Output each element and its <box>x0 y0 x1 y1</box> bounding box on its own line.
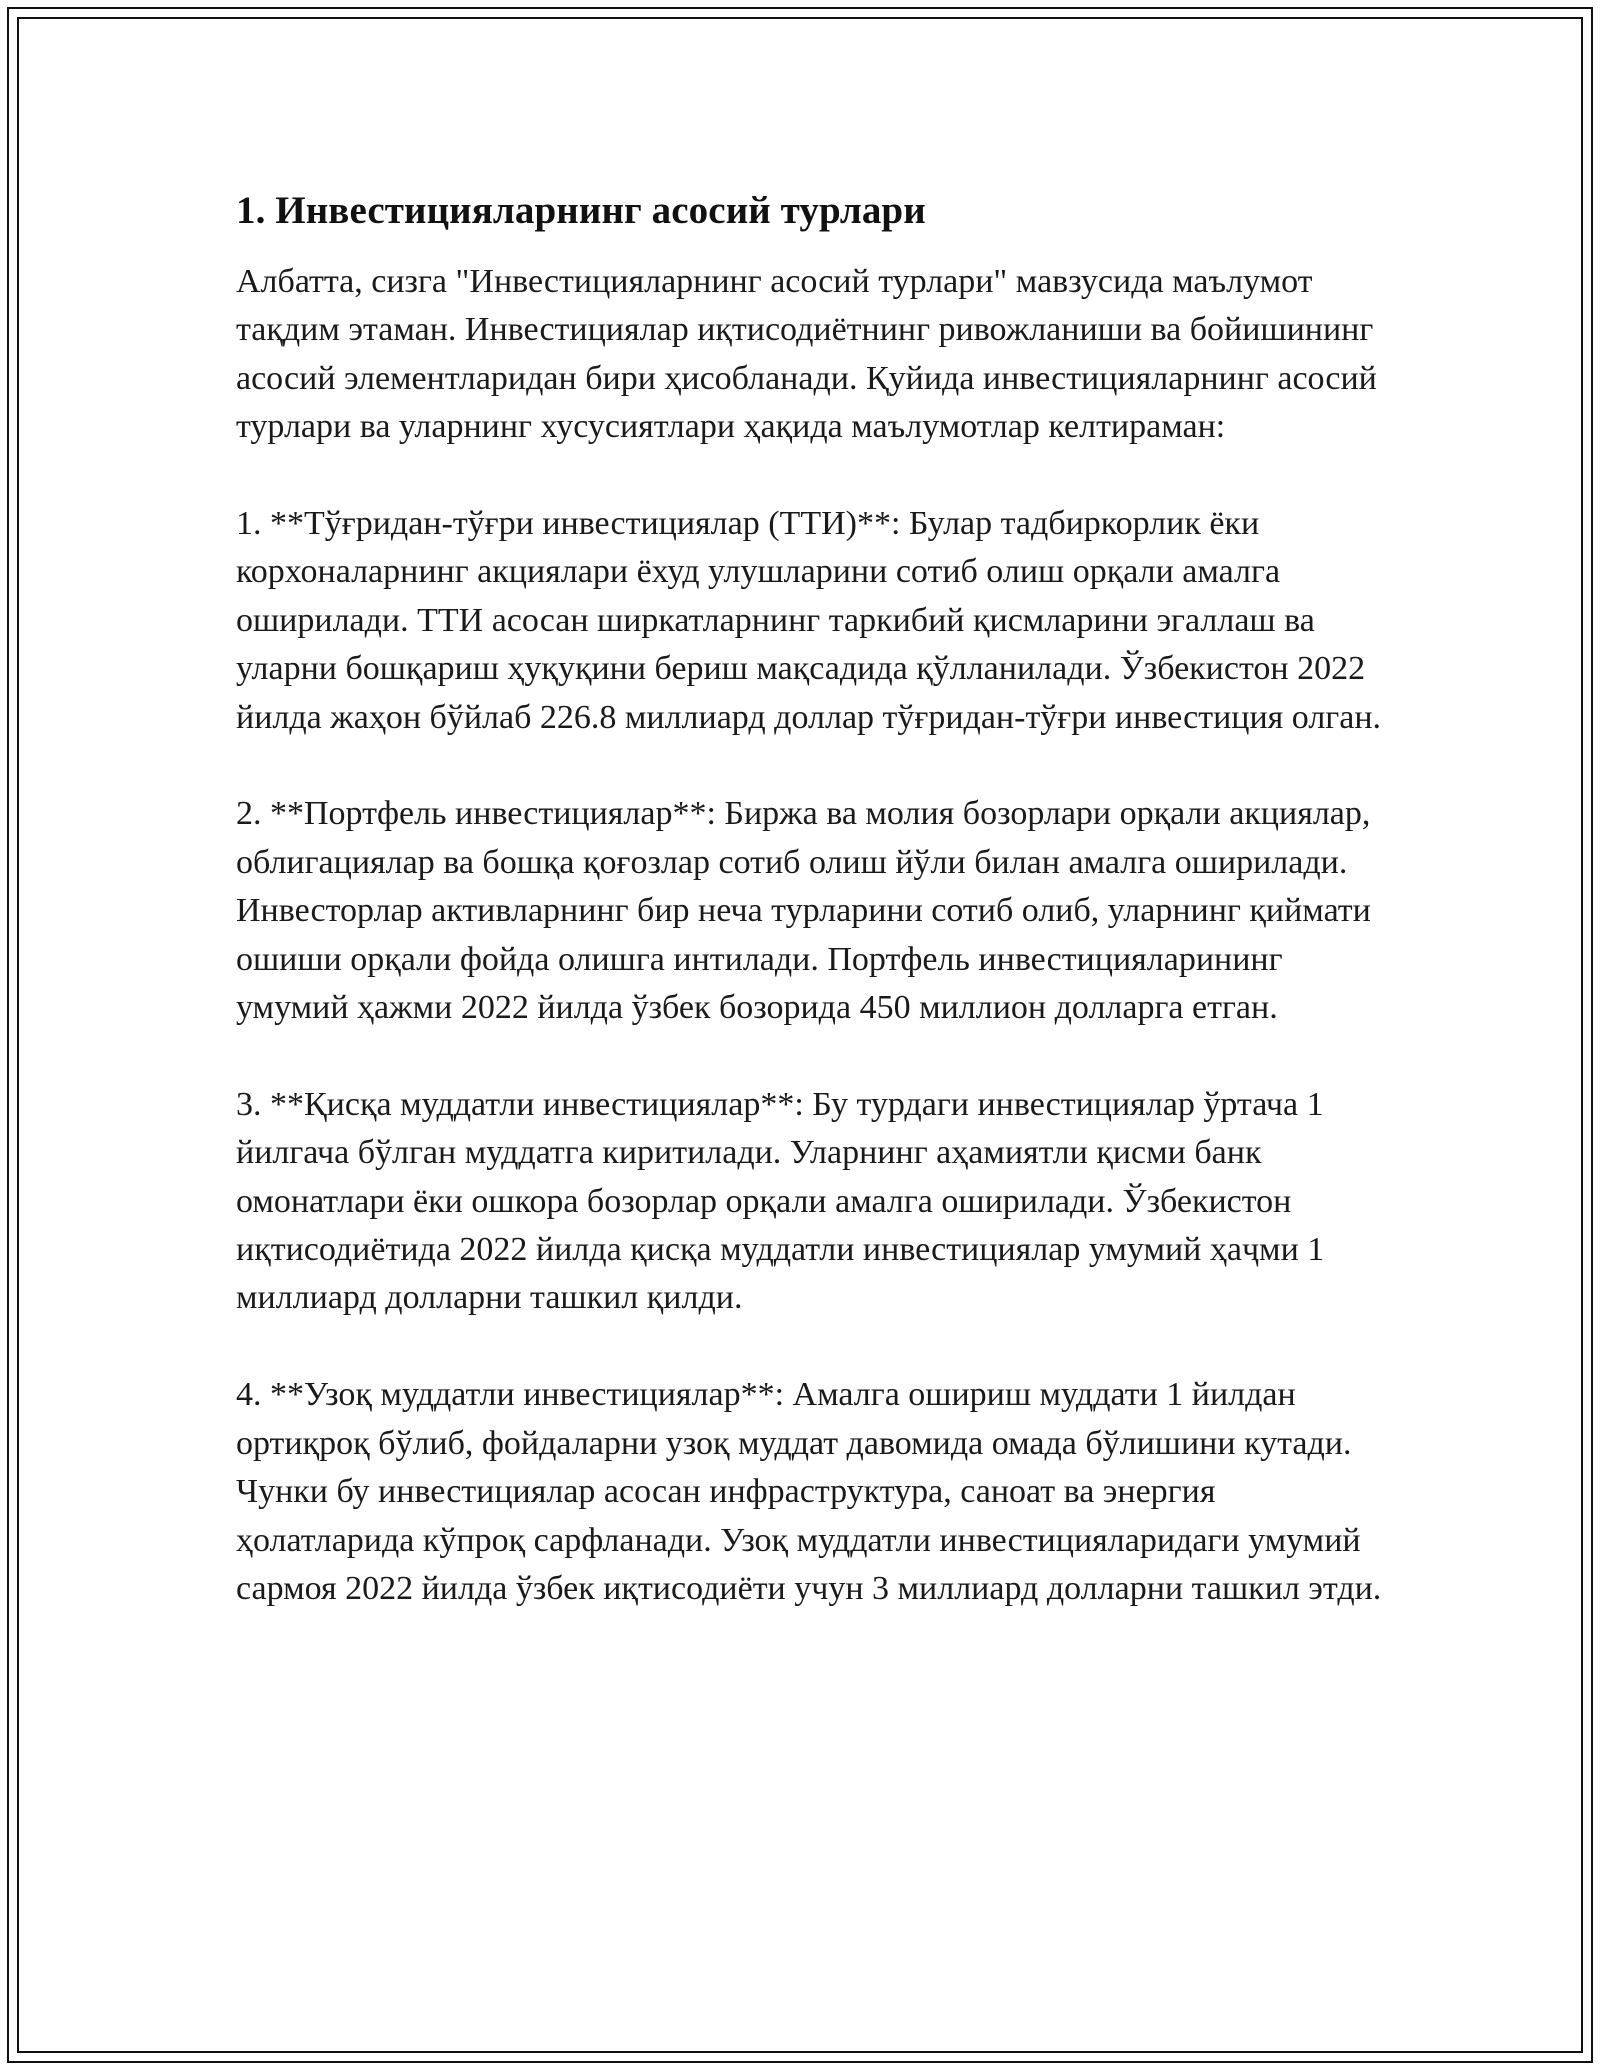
intro-paragraph: Албатта, сизга "Инвестицияларнинг асосий турлари" мавзусида маълумот тақдим этаман. Инвестициялар иқтисодиётнинг ривожланиши ва бойишининг асосий элементларидан бири ҳисобланади. Қуйида инвестицияларнинг асосий турлари ва уларнинг хусусиятлари ҳақида маълумотлар келтираман: <box>236 263 1377 446</box>
paragraph-long-term-investments: 4. **Узоқ муддатли инвестициялар**: Амалга ошириш муддати 1 йилдан ортиқроқ бўлиб, фойдаларни узоқ муддат давомида омада бўлишини кутади. Чунки бу инвестициялар асосан инфраструктура, саноат ва энергия ҳолатларида кўпроқ сарфланади. Узоқ муддатли инвестицияларидаги умумий сармоя 2022 йилда ўзбек иқтисодиёти учун 3 миллиард долларни ташкил этди. <box>236 1376 1382 1607</box>
document-title: 1. Инвестицияларнинг асосий турлари <box>236 189 926 232</box>
paragraph-direct-investments: 1. **Тўғридан-тўғри инвестициялар (ТТИ)**: Булар тадбиркорлик ёки корхоналарнинг акциялари ёхуд улушларини сотиб олиш орқали амалга оширилади. ТТИ асосан ширкатларнинг таркибий қисмларини эгаллаш ва уларни бошқариш ҳуқуқини бериш мақсадида қўлланилади. Ўзбекистон 2022 йилда жаҳон бўйлаб 226.8 миллиард доллар тўғридан-тўғри инвестиция олган. <box>236 505 1382 736</box>
document-content <box>236 186 1386 1613</box>
paragraph-portfolio-investments: 2. **Портфель инвестициялар**: Биржа ва молия бозорлари орқали акциялар, облигациялар ва бошқа қоғозлар сотиб олиш йўли билан амалга оширилади. Инвесторлар активларнинг бир неча турларини сотиб олиб, уларнинг қиймати ошиши орқали фойда олишга интилади. Портфель инвестицияларининг умумий ҳажми 2022 йилда ўзбек бозорида 450 миллион долларга етган. <box>236 795 1371 1027</box>
paragraph-short-term-investments: 3. **Қисқа муддатли инвестициялар**: Бу турдаги инвестициялар ўртача 1 йилгача бўлган муддатга киритилади. Уларнинг аҳамиятли қисми банк омонатлари ёки ошкора бозорлар орқали амалга оширилади. Ўзбекистон иқтисодиётида 2022 йилда қисқа муддатли инвестициялар умумий ҳаҷми 1 миллиард долларни ташкил қилди. <box>236 1085 1325 1317</box>
